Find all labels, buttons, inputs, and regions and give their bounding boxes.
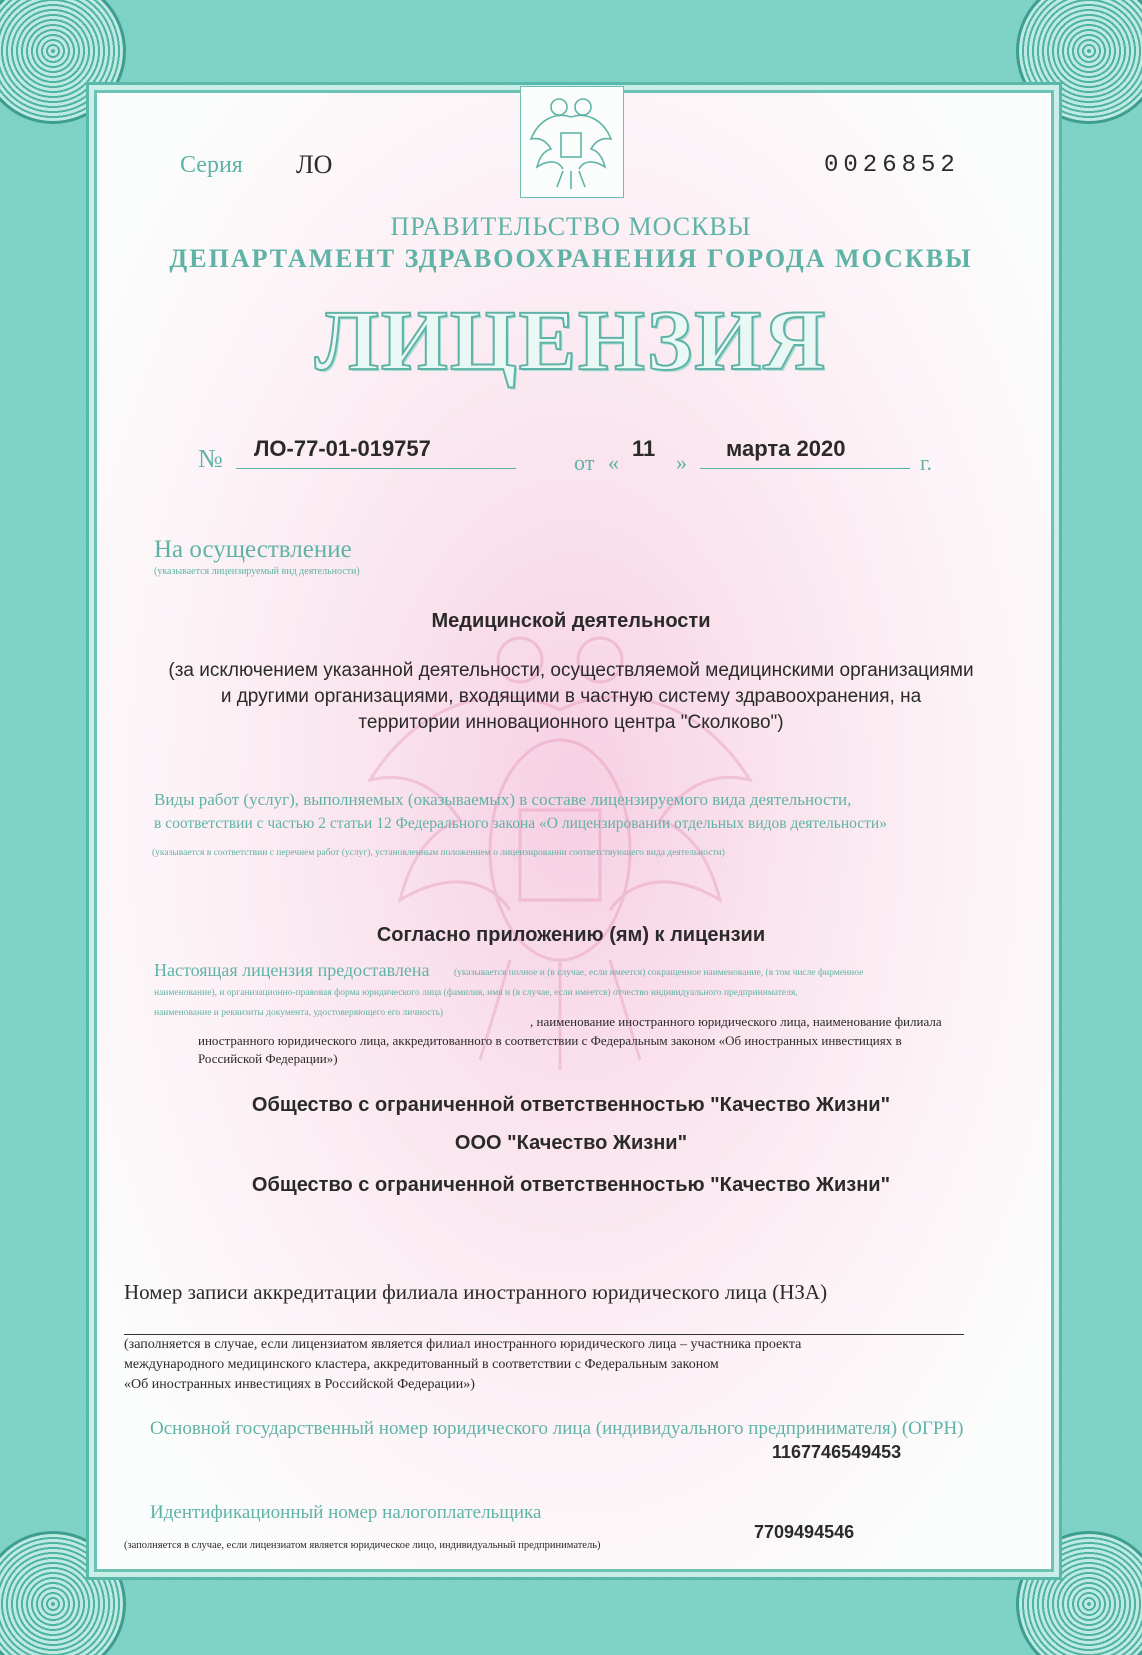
inn-value: 7709494546 — [754, 1522, 855, 1542]
activity-hint: (указывается лицензируемый вид деятельности) — [154, 566, 360, 577]
nza-label: Номер записи аккредитации филиала иностранного юридического лица (НЗА) — [124, 1280, 828, 1304]
series-label: Серия — [180, 152, 243, 178]
foreign-entity-line-3: Российской Федерации») — [198, 1051, 338, 1066]
coat-of-arms-icon — [521, 87, 621, 195]
ogrn-value: 1167746549453 — [772, 1442, 902, 1462]
activity-exclusion-line-2: и другими организациями, входящими в частную систему здравоохранения, на — [220, 686, 922, 707]
activity-name: Медицинской деятельности — [431, 610, 711, 632]
nza-hint-line-2: международного медицинского кластера, аккредитованный в соответствии с Федеральным законом — [124, 1357, 719, 1372]
nza-underline — [124, 1334, 964, 1335]
series-value: ЛО — [296, 150, 333, 179]
date-from-label: от — [574, 450, 595, 475]
ogrn-label: Основной государственный номер юридического лица (индивидуального предпринимателя) (ОГРН) — [150, 1418, 964, 1439]
licensee-label: Настоящая лицензия предоставлена — [154, 960, 430, 980]
inn-hint: (заполняется в случае, если лицензиатом является юридическое лицо, индивидуальный предприниматель) — [124, 1540, 601, 1551]
license-number-underline — [236, 468, 516, 469]
department-heading: ДЕПАРТАМЕНТ ЗДРАВООХРАНЕНИЯ ГОРОДА МОСКВЫ — [169, 244, 973, 273]
government-heading: ПРАВИТЕЛЬСТВО МОСКВЫ — [390, 212, 752, 241]
licensee-hint-line-3: наименование и реквизиты документа, удостоверяющего его личность) — [154, 1008, 444, 1018]
works-value: Согласно приложению (ям) к лицензии — [376, 924, 766, 946]
license-day: 11 — [632, 436, 656, 461]
form-number: 0026852 — [824, 152, 960, 179]
licensee-hint-line-1: (указывается полное и (в случае, если имеется) сокращенное наименование, (в том числе фирменное — [454, 968, 864, 978]
date-quote-close: » — [676, 450, 687, 475]
works-hint: (указывается в соответствии с перечнем работ (услуг), установленным положением о лицензировании соответствующего вида деятельности) — [152, 848, 725, 858]
inn-label: Идентификационный номер налогоплательщика — [150, 1502, 542, 1523]
activity-label: На осуществление — [154, 536, 352, 563]
license-month-year: марта 2020 — [726, 436, 846, 461]
nza-hint-line-1: (заполняется в случае, если лицензиатом является филиал иностранного юридического лица – участника проекта — [124, 1337, 802, 1352]
date-underline — [700, 468, 910, 469]
works-label-line-2: в соответствии с частью 2 статьи 12 Федерального закона «О лицензировании отдельных видов деятельности» — [154, 815, 887, 832]
coat-of-arms-frame — [520, 86, 624, 198]
license-number-label: № — [198, 444, 223, 473]
foreign-entity-line-2: иностранного юридического лица, аккредитованного в соответствии с Федеральным законом «Об иностранных инвестициях в — [198, 1033, 902, 1048]
date-quote-open: « — [608, 450, 619, 475]
licensee-hint-line-2: наименование), и организационно-правовая форма юридического лица (фамилия, имя и (в случае, если имеется) отчество индивидуального предпринимателя, — [154, 988, 798, 998]
nza-hint-line-3: «Об иностранных инвестициях в Российской Федерации») — [124, 1377, 475, 1392]
licensee-short-name: ООО "Качество Жизни" — [454, 1132, 688, 1154]
activity-exclusion-line-1: (за исключением указанной деятельности, осуществляемой медицинскими организациями — [168, 660, 974, 681]
activity-exclusion-line-3: территории инновационного центра "Сколково") — [358, 712, 784, 733]
foreign-entity-line-1: , наименование иностранного юридического лица, наименование филиала — [530, 1014, 942, 1029]
works-label-line-1: Виды работ (услуг), выполняемых (оказываемых) в составе лицензируемого вида деятельности, — [154, 790, 852, 809]
license-number-value: ЛО-77-01-019757 — [254, 436, 431, 461]
document-title: ЛИЦЕНЗИЯ — [314, 292, 828, 388]
date-year-suffix: г. — [920, 450, 933, 475]
licensee-full-name: Общество с ограниченной ответственностью "Качество Жизни" — [251, 1094, 891, 1116]
licensee-brand-name: Общество с ограниченной ответственностью "Качество Жизни" — [251, 1174, 891, 1196]
